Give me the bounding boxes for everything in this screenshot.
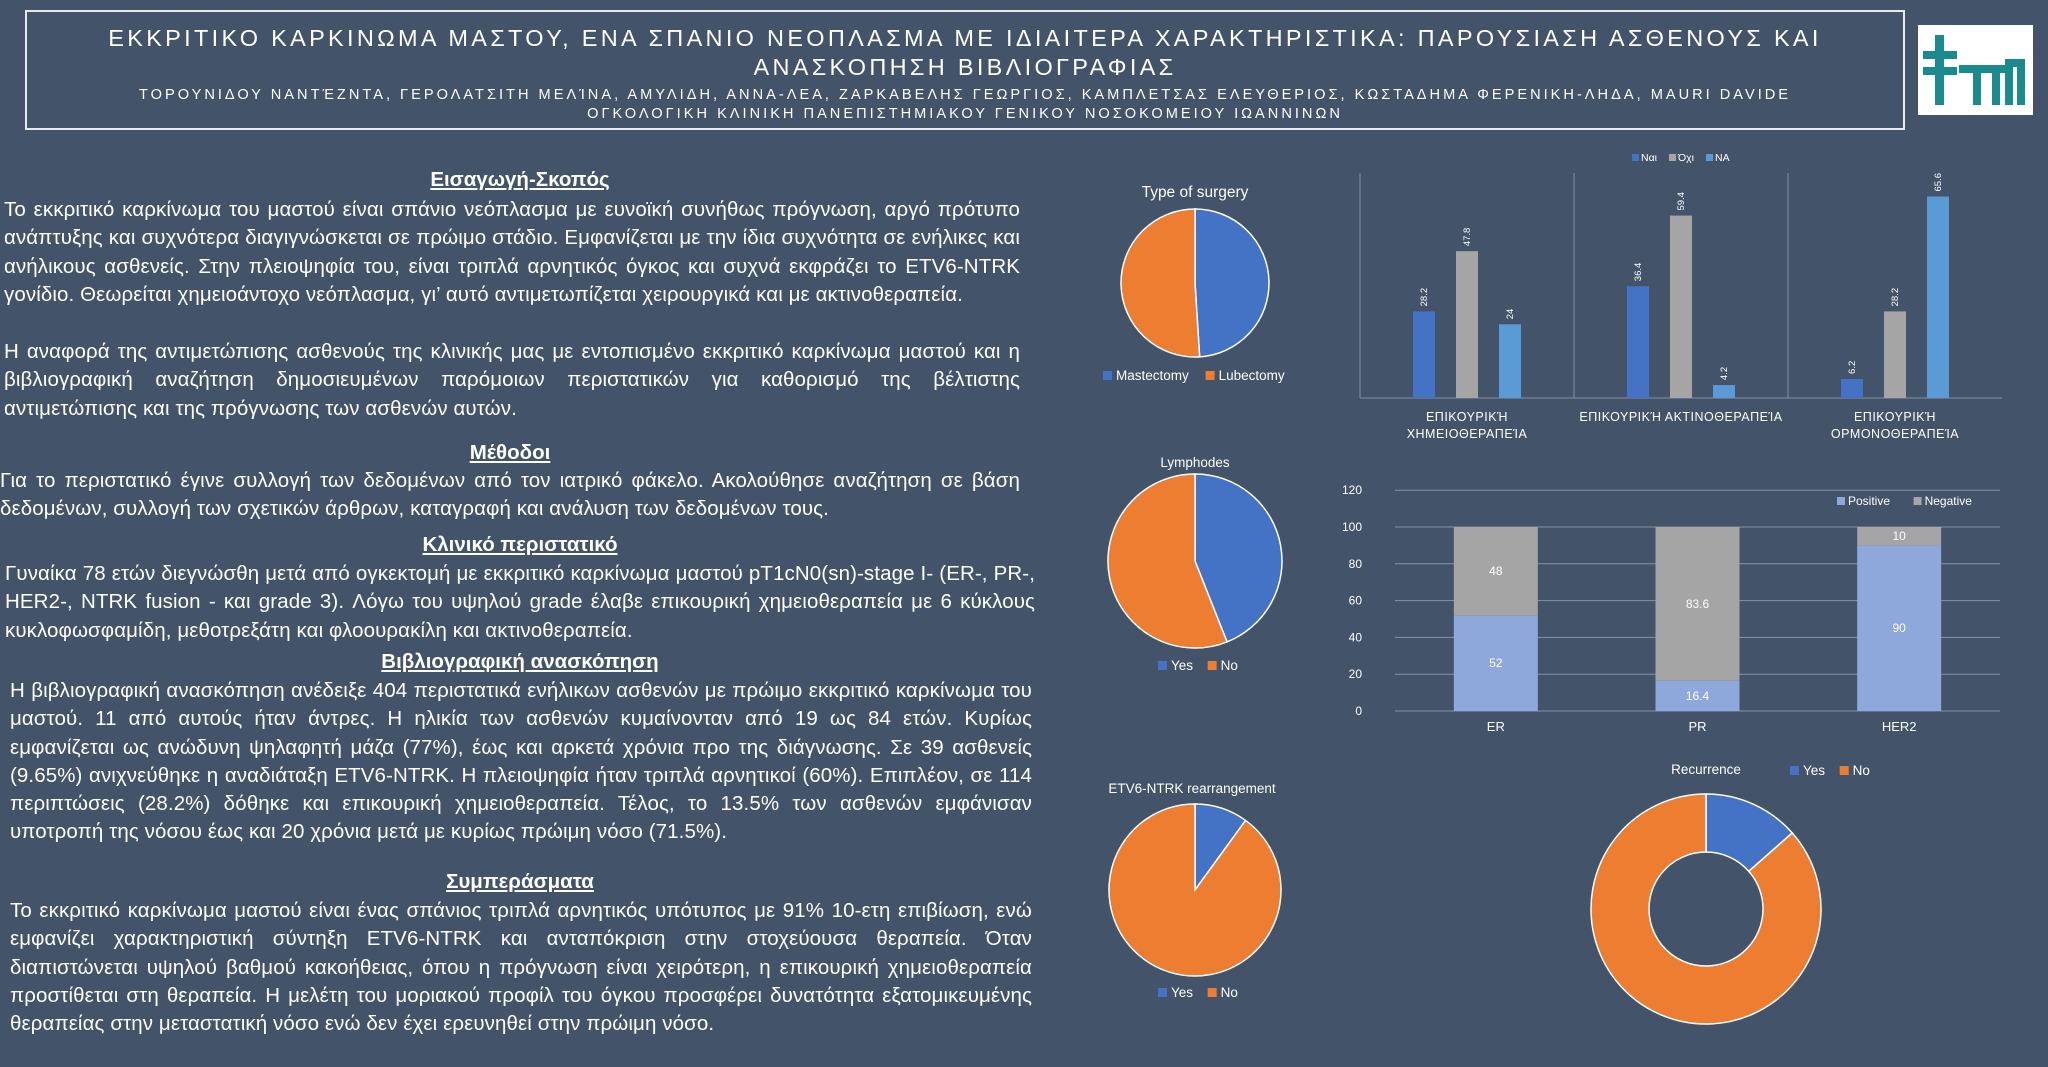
category-label: ER (1486, 719, 1505, 734)
bar-value-label: 28.2 (1890, 287, 1901, 307)
legend-swatch-lubectomy (1206, 371, 1215, 380)
legend-swatch-yes (1790, 766, 1799, 775)
bar-na-3 (1927, 197, 1949, 398)
legend-label-yes: Yes (1171, 658, 1194, 673)
legend-label-ναι: Ναι (1641, 152, 1657, 164)
methods-heading: Μέθοδοι (469, 441, 551, 464)
chart-type-of-surgery (1095, 175, 1305, 390)
intro-paragraph-1: Το εκκριτικό καρκίνωμα του μαστού είναι σπάνιο νεόπλασμα με ευνοϊκή συνήθως πρόγνωση, αργό πρότυπο ανάπτυξης και συχνότερα διαγιγνώσκεται σε πρώιμο στάδιο. Εμφανίζεται με την ίδια συχνότητα σε ενήλικες και ανήλικους ασθενείς. Στην πλειοψηφία του, είναι τριπλά αρνητικός όγκος και συχνά εκφράζει το ETV6-NTRK γονίδιο. Θεωρείται χημειοάντοχο νεόπλασμα, γι’ αυτό αντιμετωπίζεται χειρουργικά και με ακτινοθεραπεία. (4, 198, 1020, 306)
y-tick-label: 80 (1348, 556, 1362, 571)
review-heading: Βιβλιογραφική ανασκόπηση (381, 650, 659, 673)
poster-affiliation: ΟΓΚΟΛΟΓΙΚΗ ΚΛΙΝΙΚΗ ΠΑΝΕΠΙΣΤΗΜΙΑΚΟΥ ΓΕΝΙΚΟΥ ΝΟΣΟΚΟΜΕΙΟΥ ΙΩΑΝΝΙΝΩΝ (587, 106, 1343, 122)
bar-value-label: 59.4 (1676, 192, 1687, 211)
chart-adjuvant-therapy (1355, 148, 2015, 448)
category-label: ΟΡΜΟΝΟΘΕΡΑΠΕΊΑ (1830, 427, 1960, 441)
y-tick-label: 100 (1341, 520, 1362, 534)
intro-heading: Εισαγωγή-Σκοπός (430, 168, 610, 191)
legend-swatch-no (1840, 766, 1849, 775)
legend-swatch-no (1208, 661, 1217, 670)
y-tick-label: 0 (1355, 704, 1362, 718)
y-tick-label: 20 (1348, 667, 1362, 682)
chart-lymphodes (1095, 450, 1305, 680)
chart-title: ETV6-NTRK rearrangement (1108, 781, 1276, 796)
pie-slice-mastectomy (1195, 209, 1269, 357)
legend-label-yes: Yes (1171, 985, 1194, 1000)
bar-value-label: 28.2 (1419, 287, 1430, 307)
legend-label-lubectomy: Lubectomy (1218, 368, 1285, 383)
hospital-logo-icon (1918, 25, 2033, 115)
legend-swatch-όχι (1669, 154, 1676, 161)
bar-όχι-1 (1456, 251, 1478, 398)
legend-label-όχι: Όχι (1678, 152, 1694, 164)
bar-ναι-3 (1841, 379, 1863, 398)
bar-value-label: 6.2 (1847, 360, 1858, 374)
bar-value-label: 47.8 (1462, 227, 1473, 247)
legend-label-positive: Positive (1848, 494, 1891, 508)
bar-value-label: 48 (1489, 564, 1503, 579)
chart-title: Lymphodes (1160, 455, 1230, 470)
y-tick-label: 120 (1341, 483, 1362, 498)
legend-swatch-negative (1914, 497, 1922, 505)
legend-label-na: NA (1715, 152, 1730, 164)
bar-value-label: 83.6 (1685, 596, 1710, 611)
legend-swatch-na (1706, 154, 1713, 161)
bar-na-1 (1499, 324, 1521, 398)
chart-receptor-status (1340, 478, 2030, 743)
category-label: HER2 (1881, 719, 1917, 734)
case-paragraph: Γυναίκα 78 ετών διεγνώσθη μετά από ογκεκτομή με εκκριτικό καρκίνωμα μαστού pT1cN0(sn)-stage I- (ER-, PR-, HER2-, NTRK fusion - και grade 3). Λόγω του υψηλού grade έλαβε επικουρική χημειοθεραπεία με 6 κύκλους κυκλοφωσφαμίδη, μεθοτρεξάτη και φλοουρακίλη και ακτινοθεραπεία. (5, 562, 1035, 642)
legend-label-no: No (1220, 985, 1238, 1000)
poster-header (25, 10, 1905, 130)
chart-title: Type of surgery (1141, 184, 1249, 201)
pie-slice-lubectomy (1121, 209, 1200, 357)
legend-label-mastectomy: Mastectomy (1116, 368, 1189, 383)
bar-value-label: 4.2 (1719, 366, 1730, 381)
chart-etv6-ntrk-rearrangement (1095, 775, 1315, 1005)
legend-swatch-mastectomy (1103, 371, 1112, 380)
legend-swatch-no (1208, 988, 1217, 997)
poster-authors: ΤΟΡΟΥΝΙΔΟΥ ΝΑΝΤΈΖΝΤΑ, ΓΕΡΟΛΑΤΣΙΤΗ ΜΕΛΊΝΑ, ΑΜΥΛΙΔΗ, ΑΝΝΑ-ΛΕΑ, ΖΑΡΚΑΒΕΛΗΣ ΓΕΩΡΓΙΟΣ, ΚΑΜΠΛΕΤΣΑΣ ΕΛΕΥΘΕΡΙΟΣ, ΚΩΣΤΑΔΗΜΑ ΦΕΡΕΝΙΚΗ-ΛΗΔΑ, MAURI DAVIDE (138, 87, 1792, 103)
legend-swatch-yes (1158, 988, 1167, 997)
bar-ναι-2 (1627, 286, 1649, 398)
review-paragraph: Η βιβλιογραφική ανασκόπηση ανέδειξε 404 περιστατικά ενήλικων ασθενών με πρώιμο εκκριτικό καρκίνωμα του μαστού. 11 από αυτούς ήταν άντρες. Η ηλικία των ασθενών κυμαίνονταν από 19 ως 84 ετών. Κυρίως εμφανίζεται ως ανώδυνη ψηλαφητή μάζα (77%), έως και αρκετά χρόνια προ της διάγνωσης. Σε 39 ασθενείς (9.65%) ανιχνεύθηκε η αναδιάταξη ETV6-NTRK. Η πλειοψηφία ήταν τριπλά αρνητικοί (60%). Επιπλέον, σε 114 περιπτώσεις (28.2%) δόθηκε και επικουρική χημειοθεραπεία. Τέλος, το 13.5% των ασθενών εμφάνισαν υποτροπή της νόσου έως και 20 χρόνια μετά με κυρίως πρώιμη νόσο (71.5%). (10, 679, 1032, 844)
legend-label-yes: Yes (1803, 763, 1826, 778)
chart-recurrence (1580, 755, 1880, 1065)
conclusions-heading: Συμπεράσματα (446, 870, 594, 893)
legend-label-no: No (1220, 658, 1238, 673)
bar-value-label: 24 (1505, 308, 1516, 320)
legend-swatch-ναι (1632, 154, 1639, 161)
category-label: ΕΠΙΚΟΥΡΙΚΉ (1425, 410, 1509, 424)
intro-paragraph-2: Η αναφορά της αντιμετώπισης ασθενούς της κλινικής μας με εντοπισμένο εκκριτικό καρκίνωμα μαστού και η βιβλιογραφική αναζήτηση δημοσιευμένων παρόμοιων περιστατικών για καθορισμό της βέλτιστης αντιμετώπισης και της πρόγνωσης των ασθενών αυτών. (4, 340, 1020, 420)
poster-title-line-2: ΑΝΑΣΚΟΠΗΣΗ ΒΙΒΛΙΟΓΡΑΦΙΑΣ (753, 54, 1177, 80)
chart-title: Recurrence (1671, 762, 1741, 777)
legend-swatch-positive (1837, 497, 1845, 505)
bar-value-label: 65.6 (1933, 173, 1944, 192)
bar-na-2 (1713, 385, 1735, 398)
bar-value-label: 10 (1892, 529, 1906, 544)
poster-title-line-1: ΕΚΚΡΙΤΙΚΟ ΚΑΡΚΙΝΩΜΑ ΜΑΣΤΟΥ, ΕΝΑ ΣΠΑΝΙΟ ΝΕΟΠΛΑΣΜΑ ΜΕ ΙΔΙΑΙΤΕΡΑ ΧΑΡΑΚΤΗΡΙΣΤΙΚΑ: ΠΑΡΟΥΣΙΑΣΗ ΑΣΘΕΝΟΥΣ ΚΑΙ (108, 25, 1822, 51)
case-heading: Κλινικό περιστατικό (422, 533, 618, 556)
bar-value-label: 90 (1892, 621, 1906, 636)
conclusions-paragraph: Το εκκριτικό καρκίνωμα μαστού είναι ένας σπάνιος τριπλά αρνητικός υπότυπος με 91% 10-ετη επιβίωση, ενώ εμφανίζει χαρακτηριστική σύντηξη ETV6-NTRK και ανταπόκριση στην στοχεύουσα θεραπεία. Όταν διαπιστώνεται υψηλού βαθμού κακοήθειας, όπου η πρόγνωση είναι χειρότερη, η επικουρική χημειοθεραπεία προστίθεται στη θεραπεία. Η μελέτη του μοριακού προφίλ του όγκου προσφέρει δυνατότητα εξατομικευμένης θεραπείας στην μεταστατική νόσο ενώ δεν έχει ερευνηθεί στην πρώιμη νόσο. (10, 899, 1032, 1036)
bar-ναι-1 (1413, 311, 1435, 398)
bar-όχι-3 (1884, 311, 1906, 398)
y-tick-label: 60 (1348, 593, 1362, 608)
category-label: PR (1688, 719, 1707, 734)
y-tick-label: 40 (1348, 630, 1362, 645)
pie-slice-no (1109, 804, 1281, 976)
bar-value-label: 36.4 (1633, 262, 1644, 282)
category-label: ΕΠΙΚΟΥΡΙΚΉ (1853, 410, 1937, 424)
bar-value-label: 16.4 (1685, 688, 1710, 703)
hospital-logo (1918, 25, 2033, 115)
legend-label-negative: Negative (1924, 494, 1972, 508)
category-label: ΧΗΜΕΙΟΘΕΡΑΠΕΊΑ (1406, 427, 1528, 441)
bar-value-label: 52 (1489, 656, 1503, 671)
methods-paragraph: Για το περιστατικό έγινε συλλογή των δεδομένων από τον ιατρικό φάκελο. Ακολούθησε αναζήτηση σε βάση δεδομένων, συλλογή των σχετικών άρθρων, καταγραφή και ανάλυση των δεδομένων τους. (0, 469, 1020, 521)
category-label: ΕΠΙΚΟΥΡΙΚΉ ΑΚΤΙΝΟΘΕΡΑΠΕΊΑ (1579, 410, 1783, 424)
legend-swatch-yes (1158, 661, 1167, 670)
bar-όχι-2 (1670, 216, 1692, 398)
legend-label-no: No (1852, 763, 1870, 778)
